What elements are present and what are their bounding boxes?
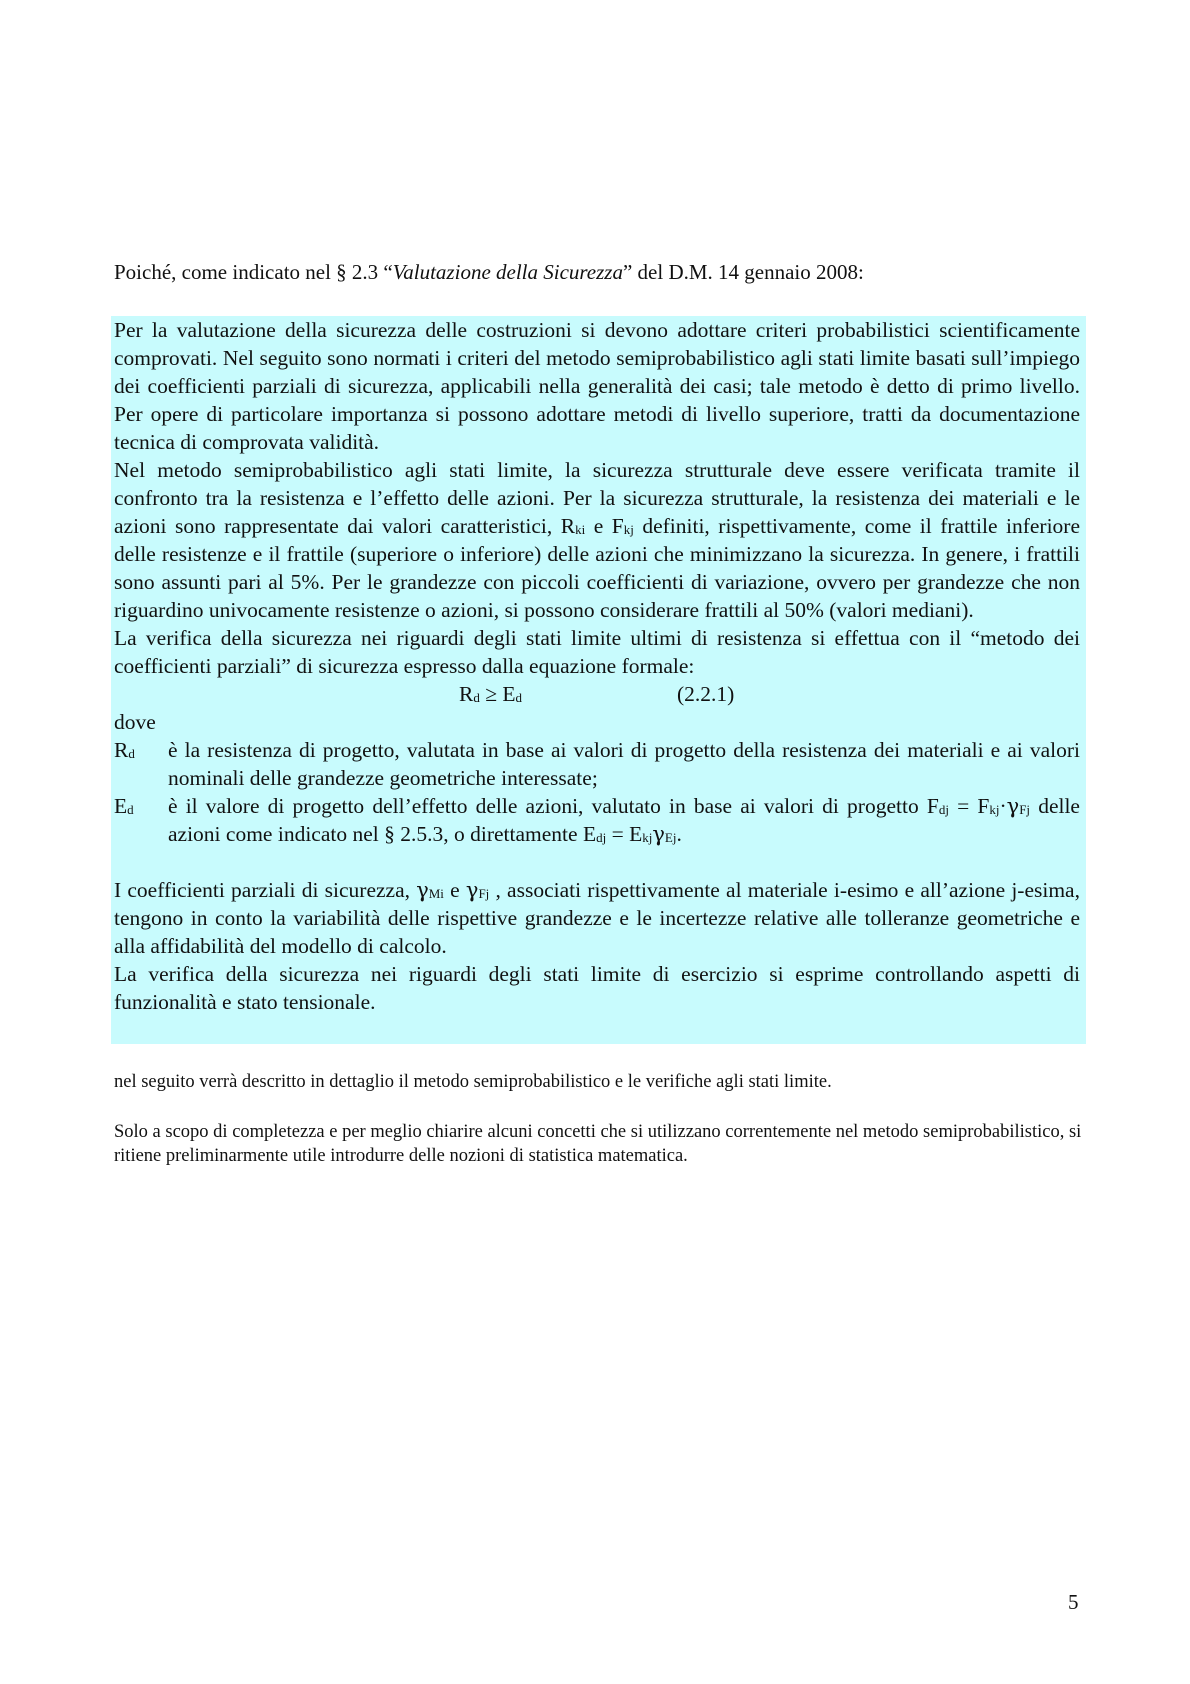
equation-2-2-1: [114, 680, 1080, 708]
body-paragraph-1: nel seguito verrà descritto in dettaglio il metodo semiprobabilistico e le verifiche agli stati limite.: [114, 1072, 832, 1092]
p4-text-b: , associati rispettivamente al materiale i-esimo e all’azione j-esima, tengono in conto la variabilità delle rispettive grandezze e le incertezze relative alle tolleranze geometriche e alla affidabilità del modello di calcolo.: [114, 878, 1080, 958]
page-number: 5: [1068, 1590, 1079, 1614]
gamma-symbol: γ: [652, 822, 665, 846]
conjunction: e: [585, 514, 612, 538]
equation-expression: [459, 680, 522, 708]
gamma-symbol: γ: [416, 878, 429, 902]
p2-text-b: definiti, rispettivamente, come il frattile inferiore delle resistenze e il frattile (superiore o inferiore) delle azioni che minimizzano la sicurezza. In genere, i frattili sono assunti pari al 5%. Per le grandezze con piccoli coefficienti di variazione, ovvero per grandezze che non riguardino univocamente resistenze o azioni, si possono considerare frattili al 50% (valori mediani).: [114, 514, 1081, 622]
definition-symbol: [114, 792, 168, 848]
quote-paragraph-5: La verifica della sicurezza nei riguardi degli stati limite di esercizio si esprime controllando aspetti di funzionalità e stato tensionale.: [114, 962, 1080, 1014]
gamma-symbol: γ: [465, 878, 479, 902]
equation-number: (2.2.1): [677, 682, 735, 706]
period: .: [676, 822, 682, 846]
symbol-r: R: [560, 514, 576, 538]
subscript: Fj: [1019, 802, 1031, 817]
definition-rd: [114, 736, 1080, 792]
definition-text: [168, 792, 1080, 848]
definition-ed: [114, 792, 1080, 848]
symbol: E: [114, 794, 128, 818]
p2-text-a: Nel metodo semiprobabilistico agli stati limite, la sicurezza strutturale deve essere verificata tramite il confronto tra la resistenza e l’effetto delle azioni. Per la sicurezza strutturale, la resistenza dei materiali e le azioni sono rappresentate dai valori caratteristici,: [114, 458, 1080, 538]
quote-paragraph-3: La verifica della sicurezza nei riguardi degli stati limite ultimi di resistenza si effettua con il “metodo dei coefficienti parziali” di sicurezza espresso dalla equazione formale:: [114, 626, 1080, 678]
subscript: kj: [623, 522, 634, 537]
operator: =: [948, 794, 978, 818]
intro-suffix: ” del D.M. 14 gennaio 2008:: [622, 260, 864, 284]
subscript: Mi: [428, 886, 444, 901]
definition-text: è la resistenza di progetto, valutata in base ai valori di progetto della resistenza dei materiali e ai valori nominali delle grandezze geometriche interessate;: [168, 738, 1080, 790]
subscript: dj: [596, 830, 607, 845]
body-paragraph-2: Solo a scopo di completezza e per meglio chiarire alcuni concetti che si utilizzano correntemente nel metodo semiprobabilistico, si ritiene preliminarmente utile introdurre delle nozioni di statistica matematica.: [114, 1122, 1082, 1166]
definition-symbol: [114, 736, 168, 792]
symbol: R: [114, 738, 129, 762]
symbol: E: [582, 822, 597, 846]
subscript: kj: [642, 830, 653, 845]
subscript: ki: [575, 522, 586, 537]
quote-paragraph-1: Per la valutazione della sicurezza delle costruzioni si devono adottare criteri probabilistici scientificamente comprovati. Nel seguito sono normati i criteri del metodo semiprobabilistico agli stati limite basati sull’impiego dei coefficienti parziali di sicurezza, applicabili nella generalità dei casi; tale metodo è detto di primo livello. Per opere di particolare importanza si possono adottare metodi di livello superiore, tratti da documentazione tecnica di comprovata validità.: [114, 318, 1080, 454]
intro-prefix: Poiché, come indicato nel § 2.3 “: [114, 260, 393, 284]
conjunction: e: [443, 878, 466, 902]
def-text-a: è il valore di progetto dell’effetto delle azioni, valutato in base ai valori di progetto: [168, 794, 927, 818]
quote-paragraph-2: [114, 456, 1080, 624]
symbol: F: [977, 794, 990, 818]
eq-symbol: E: [502, 682, 516, 706]
spacer: [114, 848, 1080, 876]
intro-sentence: [114, 258, 864, 286]
quoted-regulation-block: [111, 316, 1086, 1044]
gamma-symbol: γ: [1006, 794, 1020, 818]
eq-symbol: R: [459, 682, 474, 706]
operator: ·: [999, 794, 1007, 818]
eq-operator: ≥: [479, 682, 503, 706]
subscript: d: [128, 746, 135, 761]
subscript: d: [515, 690, 523, 705]
dove-label: dove: [114, 710, 156, 734]
subscript: d: [473, 690, 480, 705]
symbol-f: F: [611, 514, 624, 538]
symbol: E: [629, 822, 643, 846]
p4-text-a: I coefficienti parziali di sicurezza,: [114, 878, 417, 902]
quote-paragraph-4: [114, 876, 1080, 960]
symbol: F: [926, 794, 939, 818]
operator: =: [606, 822, 630, 846]
intro-italic-title: Valutazione della Sicurezza: [392, 260, 623, 284]
subscript: Fj: [478, 886, 490, 901]
subscript: dj: [938, 802, 949, 817]
subscript: kj: [989, 802, 1000, 817]
subscript: Ej: [664, 830, 677, 845]
def-text-b: delle azioni come indicato nel § 2.5.3, o direttamente: [168, 794, 1080, 846]
subscript: d: [127, 802, 134, 817]
